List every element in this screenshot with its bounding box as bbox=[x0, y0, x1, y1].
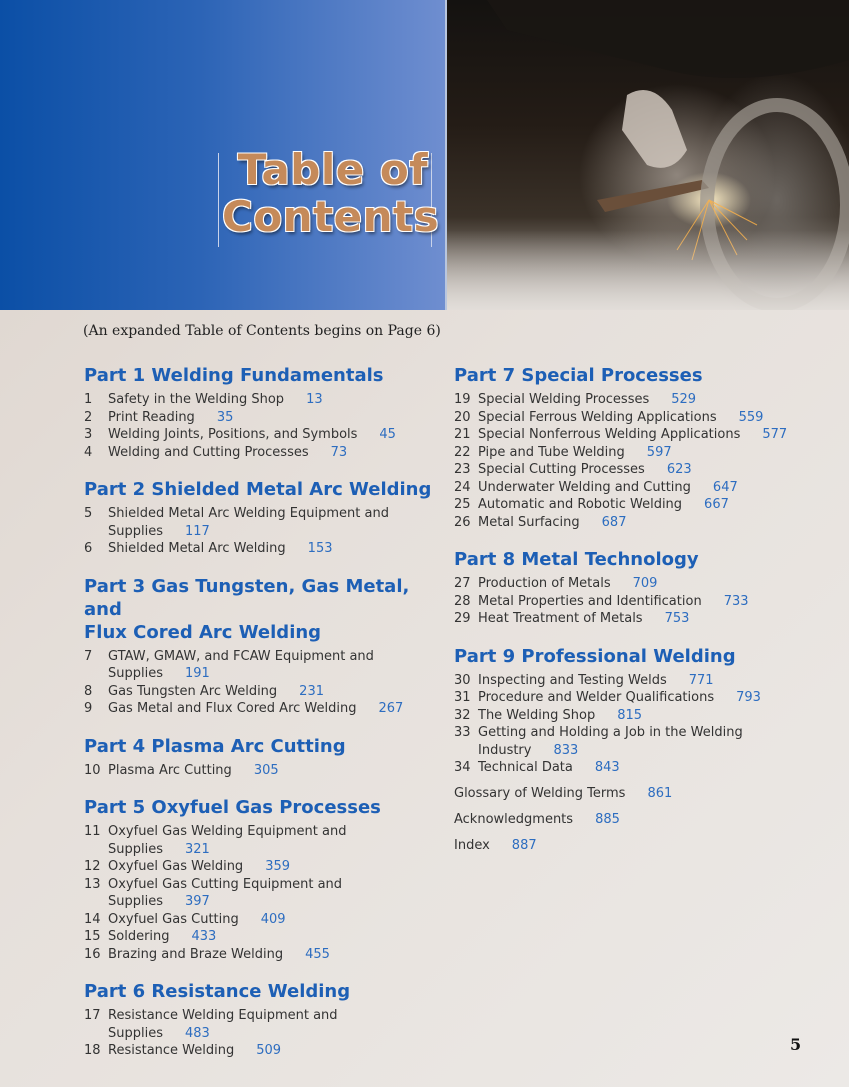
banner-fade bbox=[447, 230, 849, 310]
back-matter-title: Acknowledgments bbox=[454, 811, 574, 827]
chapter-number: 24 bbox=[454, 479, 471, 495]
page-ref[interactable]: 733 bbox=[723, 593, 749, 609]
page-ref[interactable]: 483 bbox=[185, 1025, 210, 1041]
part-title[interactable] bbox=[454, 645, 814, 668]
chapter-title-text: Oxyfuel Gas Welding bbox=[108, 859, 244, 874]
toc-entry[interactable] bbox=[84, 505, 434, 540]
chapter-title-text: Shielded Metal Arc Welding bbox=[108, 541, 286, 556]
chapter-title-text: Welding and Cutting Processes bbox=[108, 444, 309, 460]
chapter-number: 33 bbox=[454, 725, 471, 740]
toc-entry[interactable] bbox=[454, 707, 814, 725]
chapter-number: 26 bbox=[454, 514, 471, 530]
chapter-title bbox=[108, 409, 434, 427]
chapter-title-text: Brazing and Braze Welding bbox=[108, 946, 284, 962]
part-title[interactable] bbox=[84, 364, 434, 387]
toc-entry[interactable] bbox=[84, 946, 434, 964]
chapter-number: 32 bbox=[454, 707, 471, 723]
toc-part-section bbox=[84, 980, 434, 1060]
chapter-title bbox=[478, 759, 814, 777]
chapter-title bbox=[108, 683, 434, 701]
chapter-number: 6 bbox=[84, 541, 93, 556]
chapter-title-text: Special Ferrous Welding Applications bbox=[478, 409, 717, 425]
chapter-number: 7 bbox=[84, 648, 93, 664]
chapter-title-text: Procedure and Welder Qualifications bbox=[478, 690, 715, 705]
toc-entry[interactable] bbox=[84, 540, 434, 558]
toc-entry[interactable] bbox=[84, 823, 434, 858]
part-title-text: Part 1 Welding Fundamentals bbox=[84, 365, 384, 386]
part-title-text: Part 7 Special Processes bbox=[454, 365, 703, 386]
chapter-title-text: Underwater Welding and Cutting bbox=[478, 479, 691, 495]
page-ref[interactable]: 667 bbox=[704, 497, 729, 512]
page-ref[interactable]: 529 bbox=[671, 392, 697, 407]
chapter-title bbox=[478, 409, 814, 427]
page-ref[interactable]: 861 bbox=[647, 785, 673, 801]
part-title[interactable] bbox=[84, 796, 434, 819]
chapter-title bbox=[478, 391, 814, 409]
toc-part-section bbox=[84, 364, 434, 461]
part-title[interactable] bbox=[84, 478, 434, 501]
chapter-number: 4 bbox=[84, 444, 93, 460]
part-title-text: Part 8 Metal Technology bbox=[454, 549, 699, 570]
toc-entry[interactable] bbox=[84, 911, 434, 929]
chapter-title-text: Production of Metals bbox=[478, 576, 611, 591]
toc-entry[interactable] bbox=[454, 479, 814, 497]
toc-entry[interactable] bbox=[84, 1042, 434, 1060]
page-ref[interactable]: 753 bbox=[664, 611, 690, 626]
back-matter-entry[interactable] bbox=[454, 811, 814, 829]
title-line-2: Contents bbox=[222, 192, 440, 241]
back-matter-entry[interactable] bbox=[454, 837, 814, 855]
chapter-title-text: Shielded Metal Arc Welding Equipment and bbox=[108, 506, 389, 521]
page-ref[interactable]: 793 bbox=[736, 690, 761, 705]
toc-entry[interactable] bbox=[454, 391, 814, 409]
chapter-title bbox=[108, 946, 434, 964]
page-ref[interactable]: 359 bbox=[265, 859, 291, 874]
page-ref[interactable]: 191 bbox=[185, 666, 210, 681]
chapter-title bbox=[478, 610, 814, 628]
page-ref[interactable]: 771 bbox=[688, 672, 714, 688]
page-ref[interactable]: 35 bbox=[216, 409, 234, 425]
chapter-title bbox=[108, 700, 434, 718]
toc-entry[interactable] bbox=[454, 496, 814, 514]
part-title[interactable] bbox=[454, 548, 814, 571]
chapter-title bbox=[478, 444, 814, 462]
chapter-title-text: GTAW, GMAW, and FCAW Equipment and bbox=[108, 648, 374, 664]
toc-entry[interactable] bbox=[84, 426, 434, 444]
chapter-number: 16 bbox=[84, 946, 101, 962]
part-title-text: Part 6 Resistance Welding bbox=[84, 981, 351, 1002]
chapter-title-text-cont: Supplies bbox=[108, 1025, 163, 1041]
chapter-number: 29 bbox=[454, 611, 471, 626]
toc-entry[interactable] bbox=[84, 391, 434, 409]
chapter-number: 17 bbox=[84, 1008, 101, 1023]
page-ref[interactable]: 321 bbox=[185, 841, 210, 857]
chapter-number: 3 bbox=[84, 427, 93, 442]
page-ref[interactable]: 709 bbox=[632, 576, 658, 591]
chapter-title-text: Automatic and Robotic Welding bbox=[478, 497, 683, 512]
toc-entry[interactable] bbox=[454, 409, 814, 427]
page-ref[interactable]: 45 bbox=[379, 427, 396, 442]
chapter-title-text: Oxyfuel Gas Cutting Equipment and Supplies bbox=[108, 876, 343, 909]
chapter-number: 19 bbox=[454, 392, 471, 407]
chapter-number: 28 bbox=[454, 593, 471, 609]
chapter-title-text-cont: Industry bbox=[478, 742, 532, 758]
toc-entry[interactable] bbox=[84, 700, 434, 718]
page-ref[interactable]: 455 bbox=[305, 946, 330, 962]
page-ref[interactable]: 687 bbox=[601, 514, 627, 530]
chapter-title-text: Soldering bbox=[108, 929, 170, 944]
page-title bbox=[222, 145, 440, 241]
chapter-title bbox=[108, 762, 434, 780]
chapter-number: 18 bbox=[84, 1043, 101, 1058]
back-matter-entry[interactable] bbox=[454, 785, 814, 803]
chapter-title-text: Special Welding Processes bbox=[478, 392, 650, 407]
chapter-title bbox=[108, 426, 434, 444]
page-ref[interactable]: 305 bbox=[253, 762, 279, 778]
toc-entry[interactable] bbox=[454, 689, 814, 707]
page-ref[interactable]: 231 bbox=[299, 683, 324, 699]
chapter-title bbox=[478, 514, 814, 532]
chapter-title bbox=[108, 1042, 434, 1060]
page-ref[interactable]: 647 bbox=[712, 479, 738, 495]
chapter-title bbox=[108, 444, 434, 462]
chapter-title bbox=[108, 876, 434, 911]
chapter-title bbox=[478, 724, 814, 759]
chapter-title bbox=[108, 823, 434, 858]
toc-part-section bbox=[84, 575, 434, 718]
toc-entry[interactable] bbox=[454, 575, 814, 593]
toc-entry[interactable] bbox=[84, 1007, 434, 1042]
chapter-number: 23 bbox=[454, 462, 471, 477]
chapter-number: 34 bbox=[454, 760, 471, 775]
chapter-title-text: Print Reading bbox=[108, 409, 195, 425]
chapter-number: 14 bbox=[84, 911, 101, 927]
chapter-number: 11 bbox=[84, 824, 101, 839]
toc-entry[interactable] bbox=[84, 444, 434, 462]
chapter-title bbox=[478, 593, 814, 611]
chapter-title-text: Pipe and Tube Welding bbox=[478, 444, 625, 460]
page-ref[interactable]: 843 bbox=[594, 760, 620, 775]
chapter-title bbox=[108, 911, 434, 929]
page-ref[interactable]: 509 bbox=[256, 1043, 282, 1058]
chapter-title-text: Safety in the Welding Shop bbox=[108, 392, 285, 407]
chapter-number: 22 bbox=[454, 444, 471, 460]
chapter-title bbox=[478, 426, 814, 444]
chapter-title-text: Metal Properties and Identification bbox=[478, 593, 702, 609]
chapter-title-text: The Welding Shop bbox=[478, 707, 596, 723]
toc-part-section bbox=[84, 796, 434, 963]
chapter-title bbox=[108, 648, 434, 683]
page-ref[interactable]: 397 bbox=[185, 894, 210, 909]
page-ref[interactable]: 73 bbox=[330, 444, 348, 460]
back-matter-title: Index bbox=[454, 837, 490, 853]
page-ref[interactable]: 433 bbox=[191, 929, 217, 944]
chapter-number: 12 bbox=[84, 859, 101, 874]
toc-entry[interactable] bbox=[454, 444, 814, 462]
page-number: 5 bbox=[790, 1035, 802, 1054]
chapter-number: 15 bbox=[84, 929, 101, 944]
chapter-title-text: Oxyfuel Gas Welding Equipment and Supplies bbox=[108, 824, 347, 857]
part-title[interactable] bbox=[84, 980, 434, 1003]
toc-part-section bbox=[454, 645, 814, 777]
chapter-title bbox=[108, 505, 434, 540]
chapter-title-text: Inspecting and Testing Welds bbox=[478, 672, 667, 688]
toc-entry[interactable] bbox=[454, 514, 814, 532]
page-ref[interactable]: 153 bbox=[307, 541, 333, 556]
page-ref[interactable]: 577 bbox=[762, 427, 788, 442]
chapter-number: 1 bbox=[84, 392, 93, 407]
chapter-title bbox=[108, 1007, 434, 1042]
toc-entry[interactable] bbox=[84, 876, 434, 911]
part-title-text-cont: Flux Cored Arc Welding bbox=[84, 621, 322, 643]
toc-entry[interactable] bbox=[454, 593, 814, 611]
part-title[interactable] bbox=[84, 575, 434, 644]
chapter-title-text: Resistance Welding Equipment and bbox=[108, 1008, 338, 1023]
page-ref[interactable]: 559 bbox=[738, 409, 764, 425]
chapter-title bbox=[478, 672, 814, 690]
chapter-title bbox=[478, 479, 814, 497]
toc-part-section bbox=[84, 735, 434, 780]
chapter-number: 10 bbox=[84, 762, 101, 778]
chapter-title bbox=[108, 540, 434, 558]
toc-entry[interactable] bbox=[84, 762, 434, 780]
chapter-number: 20 bbox=[454, 409, 471, 425]
chapter-title bbox=[478, 575, 814, 593]
toc-entry[interactable] bbox=[84, 858, 434, 876]
toc-entry[interactable] bbox=[84, 409, 434, 427]
chapter-number: 5 bbox=[84, 506, 93, 521]
part-title-text: Part 4 Plasma Arc Cutting bbox=[84, 735, 346, 757]
toc-entry[interactable] bbox=[84, 928, 434, 946]
chapter-title-text: Plasma Arc Cutting bbox=[108, 762, 232, 778]
chapter-number: 2 bbox=[84, 409, 93, 425]
part-title-text: Part 5 Oxyfuel Gas Processes bbox=[84, 797, 381, 818]
chapter-title-text: Technical Data bbox=[478, 760, 573, 775]
part-title[interactable] bbox=[454, 364, 814, 387]
part-title-text: Part 2 Shielded Metal Arc Welding bbox=[84, 479, 432, 500]
toc-part-section bbox=[454, 548, 814, 628]
page-ref[interactable]: 409 bbox=[260, 911, 286, 927]
left-column bbox=[84, 364, 434, 1077]
page-ref[interactable]: 833 bbox=[553, 742, 579, 758]
chapter-number: 25 bbox=[454, 497, 471, 512]
chapter-title bbox=[108, 928, 434, 946]
chapter-title bbox=[478, 707, 814, 725]
toc-entry[interactable] bbox=[454, 426, 814, 444]
chapter-title-text: Resistance Welding bbox=[108, 1043, 235, 1058]
chapter-title-text: Getting and Holding a Job in the Welding bbox=[478, 725, 743, 740]
back-matter-title: Glossary of Welding Terms bbox=[454, 785, 626, 801]
title-line-1: Table of bbox=[237, 145, 428, 194]
chapter-title-text-cont: Supplies bbox=[108, 666, 163, 681]
chapter-title-text: Gas Tungsten Arc Welding bbox=[108, 683, 278, 699]
page-ref[interactable]: 885 bbox=[595, 811, 620, 827]
toc-part-section bbox=[454, 364, 814, 531]
page-ref[interactable]: 887 bbox=[511, 837, 537, 853]
chapter-title-text: Oxyfuel Gas Cutting bbox=[108, 911, 239, 927]
toc-entry[interactable] bbox=[454, 461, 814, 479]
back-matter bbox=[454, 785, 814, 855]
page-ref[interactable]: 117 bbox=[185, 523, 210, 539]
chapter-title bbox=[478, 461, 814, 479]
page-ref[interactable]: 13 bbox=[306, 392, 323, 407]
toc-entry[interactable] bbox=[84, 648, 434, 683]
part-title[interactable] bbox=[84, 735, 434, 758]
chapter-number: 30 bbox=[454, 672, 471, 688]
page-ref[interactable]: 815 bbox=[617, 707, 643, 723]
chapter-title-text: Metal Surfacing bbox=[478, 514, 580, 530]
chapter-title bbox=[108, 858, 434, 876]
toc-entry[interactable] bbox=[84, 683, 434, 701]
toc-entry[interactable] bbox=[454, 672, 814, 690]
chapter-title-text: Special Nonferrous Welding Applications bbox=[478, 427, 741, 442]
chapter-title-text: Special Cutting Processes bbox=[478, 462, 645, 477]
chapter-title bbox=[478, 496, 814, 514]
chapter-title-text: Welding Joints, Positions, and Symbols bbox=[108, 427, 358, 442]
chapter-title-text-cont: Supplies bbox=[108, 523, 163, 539]
chapter-title bbox=[108, 391, 434, 409]
right-column bbox=[454, 364, 814, 863]
toc-part-section bbox=[84, 478, 434, 558]
chapter-title bbox=[478, 689, 814, 707]
toc-entry[interactable] bbox=[454, 724, 814, 759]
intro-note: (An expanded Table of Contents begins on Page 6) bbox=[83, 323, 441, 339]
chapter-number: 31 bbox=[454, 690, 471, 705]
toc-entry[interactable] bbox=[454, 759, 814, 777]
page-ref[interactable]: 267 bbox=[378, 701, 404, 716]
page-ref[interactable]: 623 bbox=[666, 462, 692, 477]
chapter-number: 13 bbox=[84, 876, 101, 892]
chapter-number: 21 bbox=[454, 427, 471, 442]
chapter-number: 27 bbox=[454, 576, 471, 591]
chapter-title-text: Heat Treatment of Metals bbox=[478, 611, 643, 626]
chapter-title-text: Gas Metal and Flux Cored Arc Welding bbox=[108, 701, 357, 716]
chapter-number: 8 bbox=[84, 683, 93, 699]
page-ref[interactable]: 597 bbox=[646, 444, 672, 460]
chapter-number: 9 bbox=[84, 701, 93, 716]
part-title-text: Part 9 Professional Welding bbox=[454, 645, 736, 667]
part-title-text: Part 3 Gas Tungsten, Gas Metal, and bbox=[84, 575, 410, 620]
toc-entry[interactable] bbox=[454, 610, 814, 628]
